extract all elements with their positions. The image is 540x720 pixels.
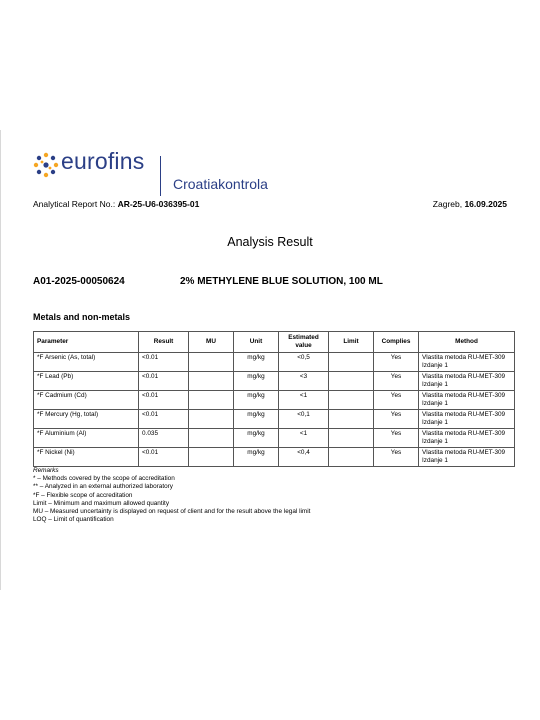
column-header-method: Method <box>419 332 515 353</box>
cell-result: <0.01 <box>139 410 189 429</box>
remark-line: * – Methods covered by the scope of accreditation <box>33 475 175 483</box>
cell-method: Vlastita metoda RU-MET-309 Izdanje 1 <box>419 410 515 429</box>
cell-parameter: *F Mercury (Hg, total) <box>34 410 139 429</box>
cell-estimated: <0,1 <box>279 410 329 429</box>
cell-unit: mg/kg <box>234 353 279 372</box>
cell-parameter: *F Cadmium (Cd) <box>34 391 139 410</box>
cell-unit: mg/kg <box>234 372 279 391</box>
page-title: Analysis Result <box>227 235 313 249</box>
table-row <box>34 372 515 391</box>
cell-parameter: *F Nickel (Ni) <box>34 448 139 467</box>
remark-line: LOQ – Limit of quantification <box>33 516 114 524</box>
cell-unit: mg/kg <box>234 429 279 448</box>
cell-complies: Yes <box>374 391 419 410</box>
report-date: 16.09.2025 <box>464 199 507 209</box>
cell-estimated: <3 <box>279 372 329 391</box>
cell-mu <box>189 429 234 448</box>
cell-complies: Yes <box>374 410 419 429</box>
cell-limit <box>329 353 374 372</box>
cell-result: <0.01 <box>139 353 189 372</box>
column-header-limit: Limit <box>329 332 374 353</box>
cell-estimated: <1 <box>279 429 329 448</box>
report-date-line <box>433 199 507 209</box>
column-header-parameter: Parameter <box>34 332 139 353</box>
table-row <box>34 391 515 410</box>
cell-parameter: *F Lead (Pb) <box>34 372 139 391</box>
cell-limit <box>329 429 374 448</box>
cell-method: Vlastita metoda RU-MET-309 Izdanje 1 <box>419 353 515 372</box>
page-edge <box>0 130 1 590</box>
cell-unit: mg/kg <box>234 448 279 467</box>
cell-mu <box>189 391 234 410</box>
cell-result: 0.035 <box>139 429 189 448</box>
report-number-line <box>33 199 199 209</box>
report-label: Analytical Report No.: <box>33 199 118 209</box>
logo-subtext: Croatiakontrola <box>173 176 268 192</box>
column-header-unit: Unit <box>234 332 279 353</box>
logo-wordmark: eurofins <box>61 148 145 174</box>
remark-line: Limit – Minimum and maximum allowed quantity <box>33 499 170 507</box>
cell-mu <box>189 353 234 372</box>
column-header-estimated: Estimated value <box>279 332 329 353</box>
remarks <box>33 467 310 524</box>
cell-parameter: *F Aluminium (Al) <box>34 429 139 448</box>
remarks-title: Remarks <box>33 467 59 474</box>
table-row <box>34 448 515 467</box>
cell-estimated: <0,5 <box>279 353 329 372</box>
section-title: Metals and non-metals <box>33 312 131 322</box>
sample-name: 2% METHYLENE BLUE SOLUTION, 100 ML <box>180 276 383 287</box>
cell-method: Vlastita metoda RU-MET-309 Izdanje 1 <box>419 448 515 467</box>
remark-line: MU – Measured uncertainty is displayed on request of client and for the result above the legal limit <box>33 508 311 516</box>
cell-parameter: *F Arsenic (As, total) <box>34 353 139 372</box>
cell-unit: mg/kg <box>234 391 279 410</box>
sample-id: A01-2025-00050624 <box>33 276 125 287</box>
cell-limit <box>329 410 374 429</box>
table-row <box>34 429 515 448</box>
remark-line: *F – Flexible scope of accreditation <box>33 491 133 499</box>
cell-result: <0.01 <box>139 391 189 410</box>
table-header-row <box>34 332 515 353</box>
cell-mu <box>189 448 234 467</box>
cell-mu <box>189 410 234 429</box>
cell-complies: Yes <box>374 353 419 372</box>
column-header-result: Result <box>139 332 189 353</box>
cell-estimated: <1 <box>279 391 329 410</box>
cell-complies: Yes <box>374 429 419 448</box>
report-number: AR-25-U6-036395-01 <box>117 199 200 209</box>
cell-limit <box>329 372 374 391</box>
column-header-complies: Complies <box>374 332 419 353</box>
results-table <box>33 331 515 467</box>
table-row <box>34 353 515 372</box>
cell-complies: Yes <box>374 372 419 391</box>
eurofins-dots-icon <box>33 152 59 178</box>
cell-result: <0.01 <box>139 448 189 467</box>
cell-method: Vlastita metoda RU-MET-309 Izdanje 1 <box>419 429 515 448</box>
cell-complies: Yes <box>374 448 419 467</box>
table-row <box>34 410 515 429</box>
cell-limit <box>329 448 374 467</box>
column-header-mu: MU <box>189 332 234 353</box>
logo-divider <box>160 156 161 196</box>
remark-line: ** – Analyzed in an external authorized laboratory <box>33 483 173 491</box>
cell-method: Vlastita metoda RU-MET-309 Izdanje 1 <box>419 391 515 410</box>
cell-unit: mg/kg <box>234 410 279 429</box>
cell-result: <0.01 <box>139 372 189 391</box>
cell-estimated: <0,4 <box>279 448 329 467</box>
date-prefix: Zagreb, <box>432 199 465 209</box>
eurofins-logo <box>33 148 293 202</box>
cell-mu <box>189 372 234 391</box>
cell-method: Vlastita metoda RU-MET-309 Izdanje 1 <box>419 372 515 391</box>
cell-limit <box>329 391 374 410</box>
